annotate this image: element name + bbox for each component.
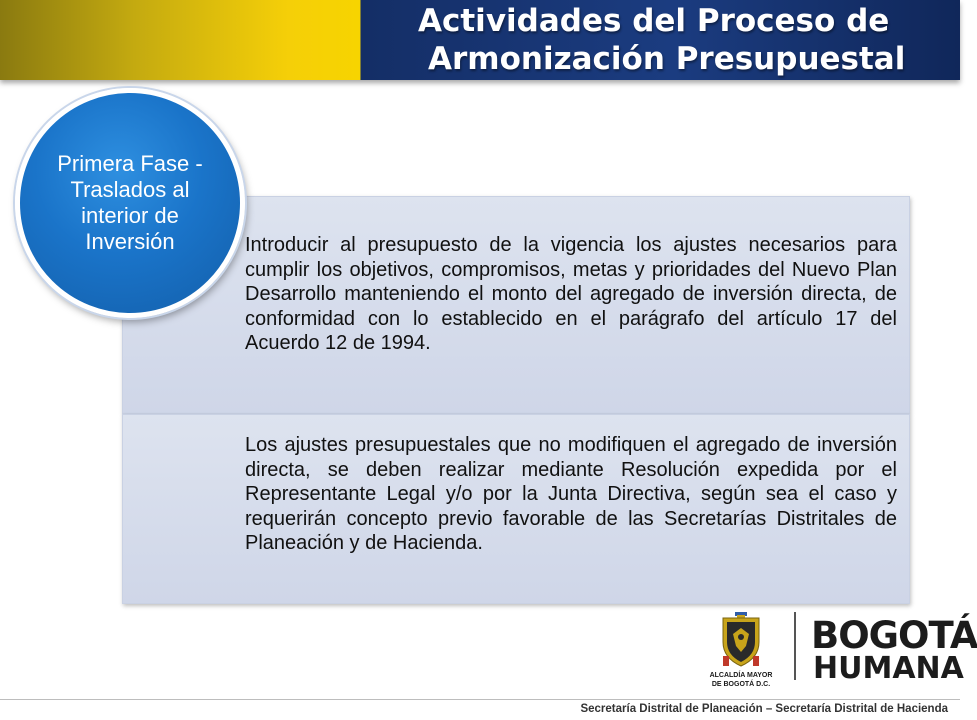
- slide-title: [378, 2, 938, 78]
- alcaldia-text-1: ALCALDÍA MAYOR: [709, 672, 773, 679]
- title-line-1: Actividades del Proceso de: [418, 3, 890, 39]
- phase-circle: [15, 88, 245, 318]
- title-line-2: Armonización Presupuestal: [428, 41, 906, 77]
- footer-divider: [0, 699, 960, 700]
- panel-2-text: Los ajustes presupuestales que no modifiquen el agregado de inversión directa, se deben realizar mediante Resolución expedida por el Representante Legal y/o por la Junta Directiva, según sea el caso y requerirán concepto previo favorable de las Secretarías Distritales de Planeación y de Hacienda.: [245, 434, 897, 554]
- content-panel-2: [122, 414, 910, 604]
- alcaldia-logo: [703, 612, 779, 692]
- bogota-logo-word: BOGOTÁ: [811, 614, 977, 657]
- logo-divider: [794, 612, 796, 680]
- panel-1-text: Introducir al presupuesto de la vigencia los ajustes necesarios para cumplir los objetivos, compromisos, metas y prioridades del Nuevo Plan Desarrollo manteniendo el monto del agregado de inversión directa, de conformidad con lo establecido en el parágrafo del artículo 17 del Acuerdo 12 de 1994.: [245, 234, 897, 354]
- phase-label: Primera Fase - Traslados al interior de Inversión: [57, 151, 203, 254]
- footer-text: Secretaría Distrital de Planeación – Secretaría Distrital de Hacienda: [580, 703, 948, 715]
- alcaldia-text-2: DE BOGOTÁ D.C.: [711, 681, 771, 688]
- humana-logo-word: HUMANA: [813, 651, 964, 686]
- title-banner: [0, 0, 960, 80]
- coat-of-arms-icon: [703, 612, 779, 670]
